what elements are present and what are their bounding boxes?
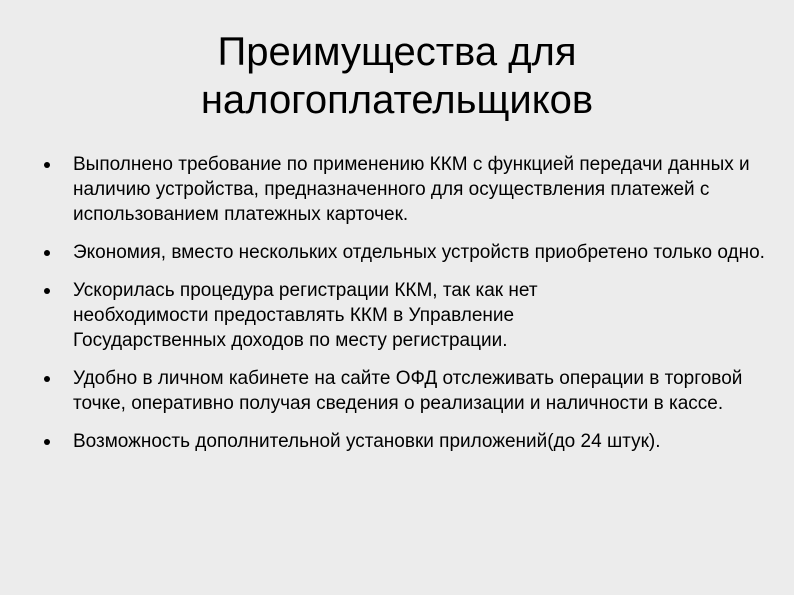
bullet-text: Экономия, вместо нескольких отдельных устройств приобретено только одно.	[73, 242, 765, 263]
bullet-text: Удобно в личном кабинете на сайте ОФД отслеживать операции в торговой точке, оперативно получая сведения о реализации и наличности в кассе.	[73, 368, 743, 414]
bullet-dot-icon	[44, 376, 50, 382]
bullet-item	[46, 240, 773, 265]
slide-title	[0, 28, 794, 124]
bullet-dot-icon	[44, 162, 50, 168]
slide-title-line-2: налогоплательщиков	[200, 78, 594, 122]
bullet-text: Возможность дополнительной установки приложений(до 24 штук).	[73, 431, 661, 452]
bullet-dot-icon	[44, 250, 50, 256]
bullet-item	[46, 366, 773, 416]
bullet-item	[46, 278, 633, 353]
bullet-item	[46, 152, 773, 227]
bullet-dot-icon	[44, 288, 50, 294]
slide-title-line-1: Преимущества для	[217, 30, 577, 74]
bullet-text: Ускорилась процедура регистрации ККМ, так как нет необходимости предоставлять ККМ в Управление Государственных доходов по месту регистрации.	[73, 280, 538, 351]
bullet-text: Выполнено требование по применению ККМ с функцией передачи данных и наличию устройства, предназначенного для осуществления платежей с использованием платежных карточек.	[73, 154, 750, 225]
bullet-dot-icon	[44, 439, 50, 445]
bullet-item	[46, 429, 794, 454]
bullet-list	[46, 152, 776, 467]
